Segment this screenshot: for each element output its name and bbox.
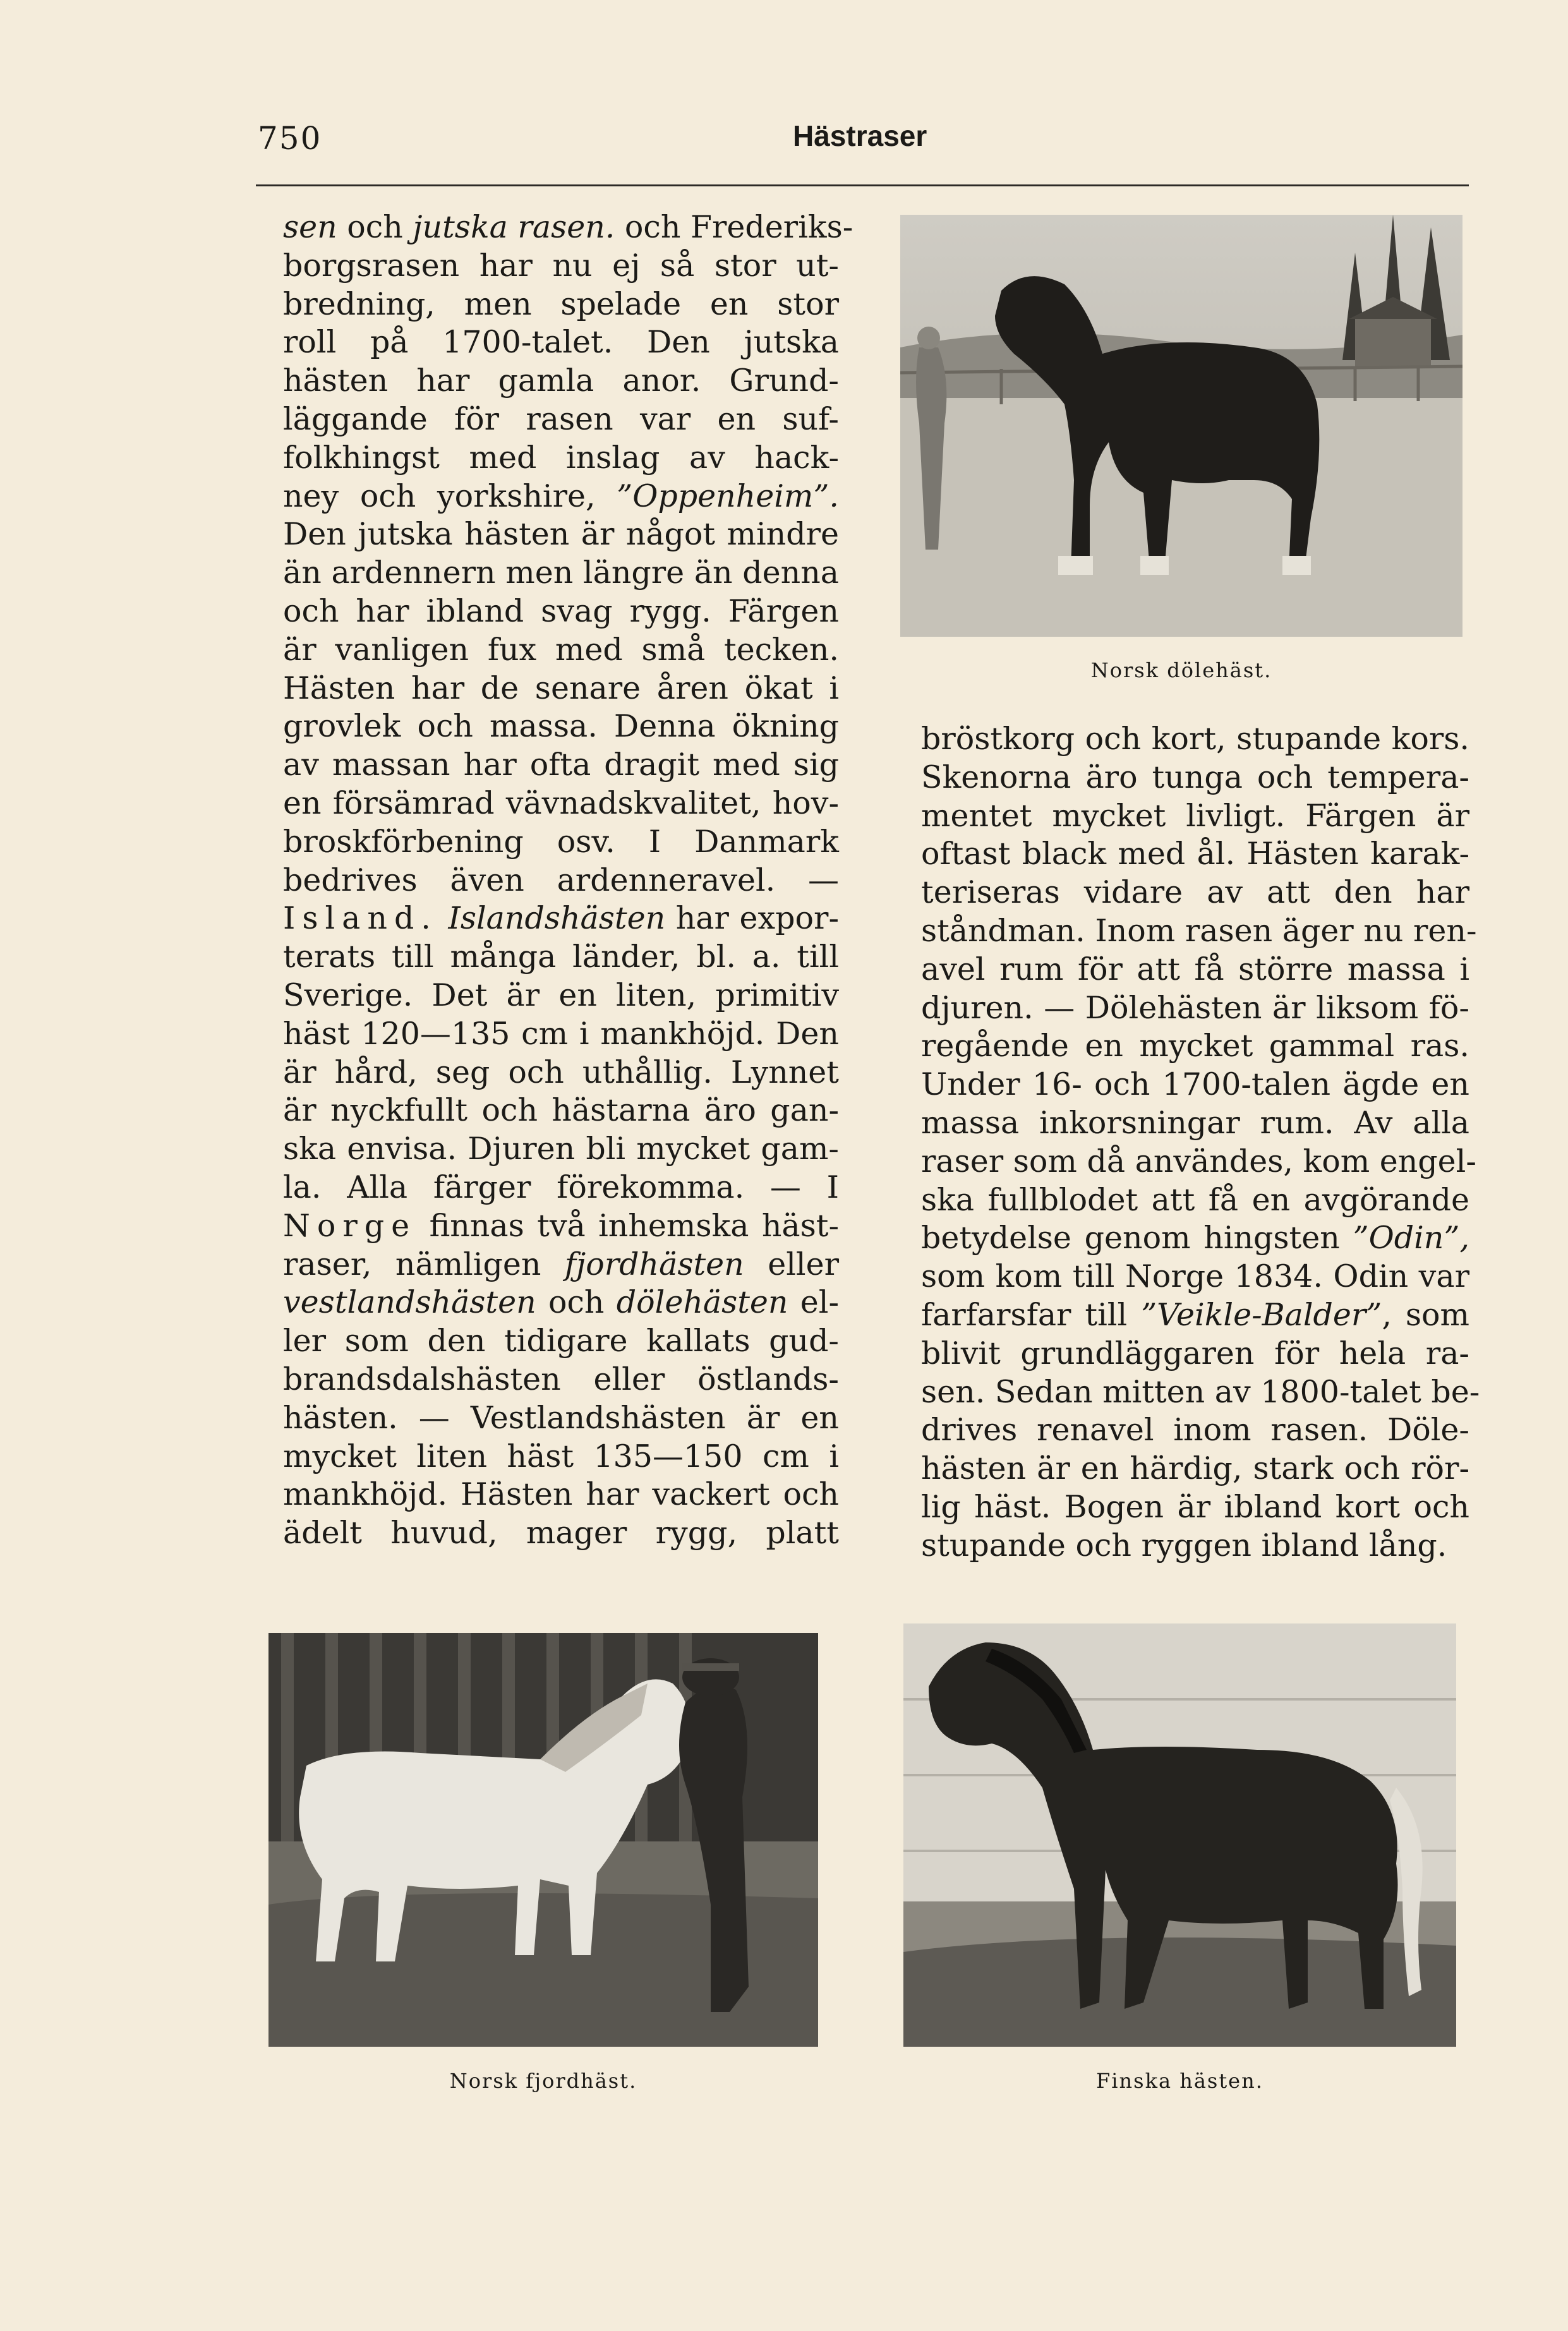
text-line: la. Alla färger förekomma. — I (283, 1169, 839, 1205)
text-line: blivit grundläggaren för hela ra- (921, 1335, 1469, 1371)
fjord-horse-photo (268, 1633, 818, 2047)
text-line: raser som då användes, kom engel- (921, 1143, 1476, 1179)
text-line: sen och jutska rasen. och Frederiks- (283, 209, 853, 245)
text-line: brandsdalshästen eller östlands- (283, 1361, 839, 1397)
text-line: ler som den tidigare kallats gud- (283, 1323, 839, 1359)
text-line: ska fullblodet att få en avgörande (921, 1181, 1469, 1218)
text-line: hästen har gamla anor. Grund- (283, 363, 839, 399)
dole-horse-illustration (900, 215, 1462, 637)
text-line: djuren. — Dölehästen är liksom fö- (921, 989, 1469, 1026)
text-line: är nyckfullt och hästarna äro gan- (283, 1092, 839, 1129)
finska-horse-photo (903, 1623, 1456, 2047)
text-line: raser, nämligen fjordhästen eller (283, 1246, 839, 1282)
header-rule (256, 184, 1469, 186)
text-line: är hård, seg och uthållig. Lynnet (283, 1054, 839, 1090)
text-line: sen. Sedan mitten av 1800-talet be- (921, 1373, 1480, 1410)
text-line: teriseras vidare av att den har (921, 874, 1469, 911)
right-text-column (921, 720, 1480, 1565)
text-line: Under 16- och 1700-talen ägde en (921, 1066, 1469, 1103)
text-line: bedrives även ardenneravel. — (283, 862, 839, 898)
dole-horse-photo (900, 215, 1462, 637)
running-head: Hästraser (793, 119, 927, 152)
text-line: bröstkorg och kort, stupande kors. (921, 721, 1469, 757)
text-line: betydelse genom hingsten ”Odin”, (921, 1220, 1469, 1256)
text-line: lig häst. Bogen är ibland kort och (921, 1488, 1469, 1525)
text-line: ska envisa. Djuren bli mycket gam- (283, 1131, 839, 1167)
text-line: Skenorna äro tunga och tempera- (921, 759, 1469, 795)
text-line: Sverige. Det är en liten, primitiv (283, 977, 839, 1013)
fjord-horse-illustration (268, 1633, 818, 2047)
text-line: än ardennern men längre än denna (283, 555, 839, 591)
text-line: oftast black med ål. Hästen karak- (921, 836, 1469, 872)
page-number: 750 (258, 120, 322, 157)
text-line: hästen är en härdig, stark och rör- (921, 1450, 1469, 1487)
text-line: ståndman. Inom rasen äger nu ren- (921, 912, 1477, 949)
text-line: och har ibland svag rygg. Färgen (283, 593, 839, 629)
text-line: terats till många länder, bl. a. till (283, 939, 839, 975)
text-line: vestlandshästen och dölehästen el- (283, 1284, 840, 1321)
figure-caption: Finska hästen. (1096, 2069, 1263, 2093)
text-line: ney och yorkshire, ”Oppenheim”. (283, 478, 840, 514)
text-line: mankhöjd. Hästen har vackert och (283, 1476, 839, 1513)
text-line: avel rum för att få större massa i (921, 951, 1469, 987)
text-line: bredning, men spelade en stor (283, 286, 839, 322)
text-line: grovlek och massa. Denna ökning (283, 708, 839, 745)
left-text-column (283, 208, 853, 1553)
text-line: roll på 1700-talet. Den jutska (283, 324, 839, 361)
text-line: en försämrad vävnadskvalitet, hov- (283, 785, 839, 821)
figure-caption: Norsk fjordhäst. (449, 2069, 637, 2093)
text-line: borgsrasen har nu ej så stor ut- (283, 247, 839, 284)
text-line: som kom till Norge 1834. Odin var (921, 1258, 1469, 1295)
text-line: Hästen har de senare åren ökat i (283, 670, 839, 706)
text-line: Den jutska hästen är något mindre (283, 516, 839, 553)
text-line: regående en mycket gammal ras. (921, 1028, 1469, 1064)
finska-horse-illustration (903, 1623, 1456, 2047)
text-line: mentet mycket livligt. Färgen är (921, 797, 1469, 834)
text-line: drives renavel inom rasen. Döle- (921, 1412, 1469, 1449)
text-line: häst 120—135 cm i mankhöjd. Den (283, 1015, 839, 1052)
text-line: hästen. — Vestlandshästen är en (283, 1399, 839, 1436)
text-line: ädelt huvud, mager rygg, platt (283, 1515, 839, 1551)
text-line: är vanligen fux med små tecken. (283, 631, 839, 668)
text-line: Norge finnas två inhemska häst- (283, 1207, 839, 1244)
text-line: broskförbening osv. I Danmark (283, 823, 839, 860)
text-line: massa inkorsningar rum. Av alla (921, 1104, 1469, 1141)
text-line: stupande och ryggen ibland lång. (921, 1527, 1447, 1563)
text-line: läggande för rasen var en suf- (283, 401, 839, 437)
text-line: mycket liten häst 135—150 cm i (283, 1438, 839, 1474)
text-line: folkhingst med inslag av hack- (283, 439, 839, 476)
text-line: av massan har ofta dragit med sig (283, 747, 839, 783)
text-line: Island. Islandshästen har expor- (283, 900, 840, 937)
figure-caption: Norsk dölehäst. (1090, 658, 1272, 682)
text-line: farfarsfar till ”Veikle-Balder”, som (921, 1296, 1470, 1333)
